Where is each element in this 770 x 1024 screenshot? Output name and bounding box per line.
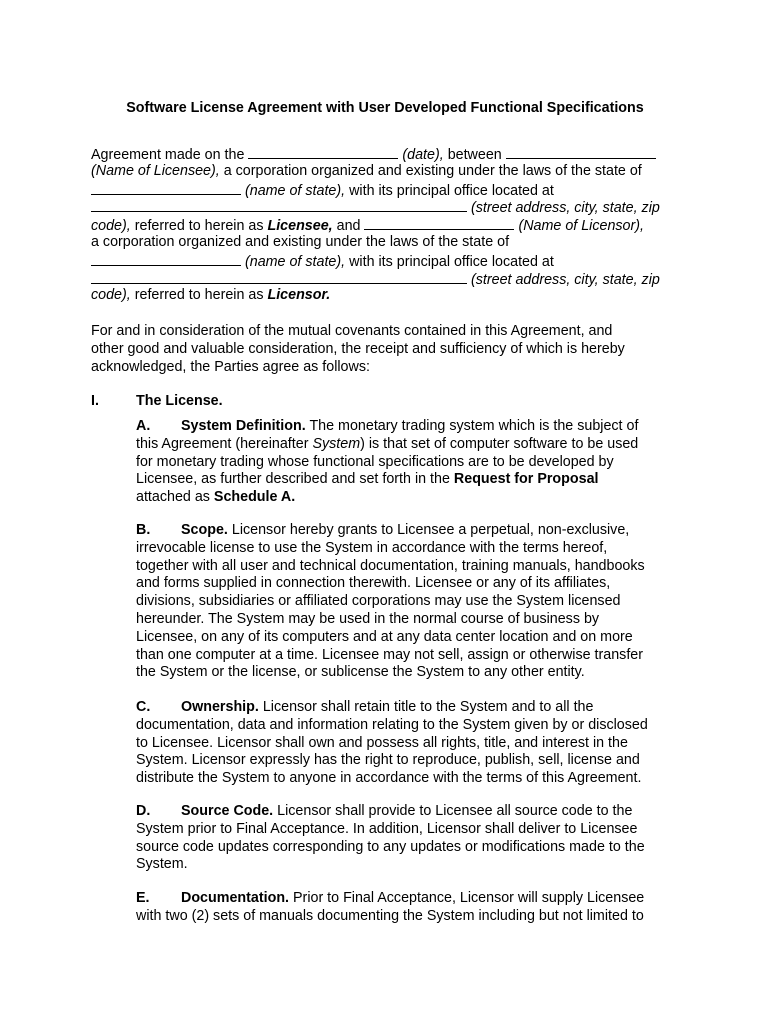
intro-text: with its principal office located at [349, 253, 554, 270]
licensee-address-blank[interactable] [91, 198, 467, 212]
consideration-paragraph [91, 323, 681, 376]
paragraph-text: Licensor shall provide to Licensee all source code to the [277, 803, 633, 819]
intro-text: Agreement made on the [91, 147, 245, 163]
intro-hint: (street address, city, state, zip [470, 271, 660, 288]
subsection-letter: E. [136, 890, 150, 906]
paragraph-line: to Licensee. Licensor shall own and possess all rights, title, and interest in the [136, 734, 628, 751]
section-number: I. [91, 393, 99, 409]
subsection-scope [136, 522, 681, 682]
schedule-term: Schedule A. [213, 489, 296, 506]
subsection-heading: System Definition. [181, 418, 306, 434]
paragraph-text: Prior to Final Acceptance, Licensor will supply Licensee [293, 890, 645, 906]
subsection-documentation [136, 890, 681, 926]
rfp-term: Request for Proposal [453, 471, 599, 488]
subsection-letter: B. [136, 522, 151, 538]
paragraph-line: with two (2) sets of manuals documenting the System including but not limited to [136, 907, 644, 924]
paragraph-line: source code updates corresponding to any updates or modifications made to the [136, 838, 645, 855]
paragraph-text: attached as [136, 489, 210, 506]
subsection-letter: D. [136, 803, 151, 819]
paragraph-line: Licensee, on any of its computers and at any data center location and on more [136, 628, 633, 645]
paragraph-line: and forms supplied in connection therewith. Licensee or any of its affiliates, [136, 575, 611, 592]
intro-text: with its principal office located at [349, 182, 554, 199]
system-term: System [312, 435, 361, 452]
intro-hint: (name of state), [244, 182, 346, 199]
paragraph-line: System. Licensor expressly has the right to reproduce, publish, sell, license and [136, 752, 640, 769]
paragraph-text: The monetary trading system which is the subject of [309, 418, 639, 434]
paragraph-line: For and in consideration of the mutual covenants contained in this Agreement, and [91, 323, 613, 339]
paragraph-line: divisions, subsidiaries or affiliated corporations may use the System licensed [136, 593, 621, 610]
section-title: The License. [136, 393, 223, 409]
subsection-heading: Documentation. [181, 890, 290, 906]
paragraph-line: for monetary trading whose functional specifications are to be developed by [136, 453, 614, 470]
subsection-letter: A. [136, 418, 151, 434]
date-blank[interactable] [248, 145, 398, 159]
subsection-source-code [136, 803, 681, 874]
licensor-address-blank[interactable] [91, 270, 467, 284]
intro-hint: (Name of Licensee), [91, 162, 220, 179]
paragraph-line: other good and valuable consideration, the receipt and sufficiency of which is hereby [91, 340, 625, 357]
paragraph-line: the System or the license, or sublicense the System to any other entity. [136, 664, 585, 681]
subsection-ownership [136, 699, 681, 788]
subsection-heading: Source Code. [181, 803, 274, 819]
subsection-heading: Scope. [181, 522, 228, 538]
intro-hint: (street address, city, state, zip [470, 200, 660, 217]
intro-hint: (date), [402, 147, 444, 163]
paragraph-text: Licensee, as further described and set forth in the [136, 471, 450, 488]
paragraph-line: together with all user and technical documentation, training manuals, handbooks [136, 557, 645, 574]
paragraph-text: Licensor hereby grants to Licensee a perpetual, non-exclusive, [231, 522, 630, 538]
intro-hint: code), [91, 287, 131, 304]
intro-text: and [336, 218, 361, 235]
subsection-system-definition [136, 418, 681, 507]
licensee-name-blank[interactable] [506, 145, 656, 159]
intro-text: a corporation organized and existing under the laws of the state of [91, 233, 510, 250]
intro-text: between [447, 147, 502, 163]
paragraph-line: System. [136, 856, 188, 873]
intro-hint: code), [91, 218, 131, 235]
document-title: Software License Agreement with User Developed Functional Specifications [126, 100, 644, 116]
section-heading [91, 393, 223, 411]
paragraph-line: than one computer at a time. Licensee may not sell, assign or otherwise transfer [136, 646, 644, 663]
subsection-letter: C. [136, 699, 151, 715]
paragraph-text: Licensor shall retain title to the System and to all the [262, 699, 594, 715]
intro-text: referred to herein as [134, 287, 264, 304]
paragraph-text: this Agreement (hereinafter [136, 435, 309, 452]
licensor-term: Licensor. [267, 287, 331, 304]
paragraph-line: acknowledged, the Parties agree as follows: [91, 358, 370, 375]
intro-hint: (name of state), [244, 253, 346, 270]
parties-paragraph [91, 145, 681, 305]
intro-text: referred to herein as [134, 218, 264, 235]
subsection-heading: Ownership. [181, 699, 259, 715]
licensee-state-blank[interactable] [91, 181, 241, 195]
licensor-name-blank[interactable] [364, 216, 514, 230]
paragraph-line: irrevocable license to use the System in accordance with the terms hereof, [136, 539, 608, 556]
intro-hint: (Name of Licensor), [518, 218, 644, 235]
paragraph-text: ) is that set of computer software to be used [360, 435, 639, 452]
paragraph-line: distribute the System to anyone in accordance with the terms of this Agreement. [136, 770, 642, 787]
paragraph-line: hereunder. The System may be used in the normal course of business by [136, 610, 600, 627]
licensor-state-blank[interactable] [91, 252, 241, 266]
paragraph-line: documentation, data and information relating to the System given by or disclosed [136, 716, 648, 733]
licensee-term: Licensee, [267, 218, 333, 235]
paragraph-line: System prior to Final Acceptance. In addition, Licensor shall deliver to Licensee [136, 820, 638, 837]
intro-text: a corporation organized and existing under the laws of the state of [223, 162, 642, 179]
